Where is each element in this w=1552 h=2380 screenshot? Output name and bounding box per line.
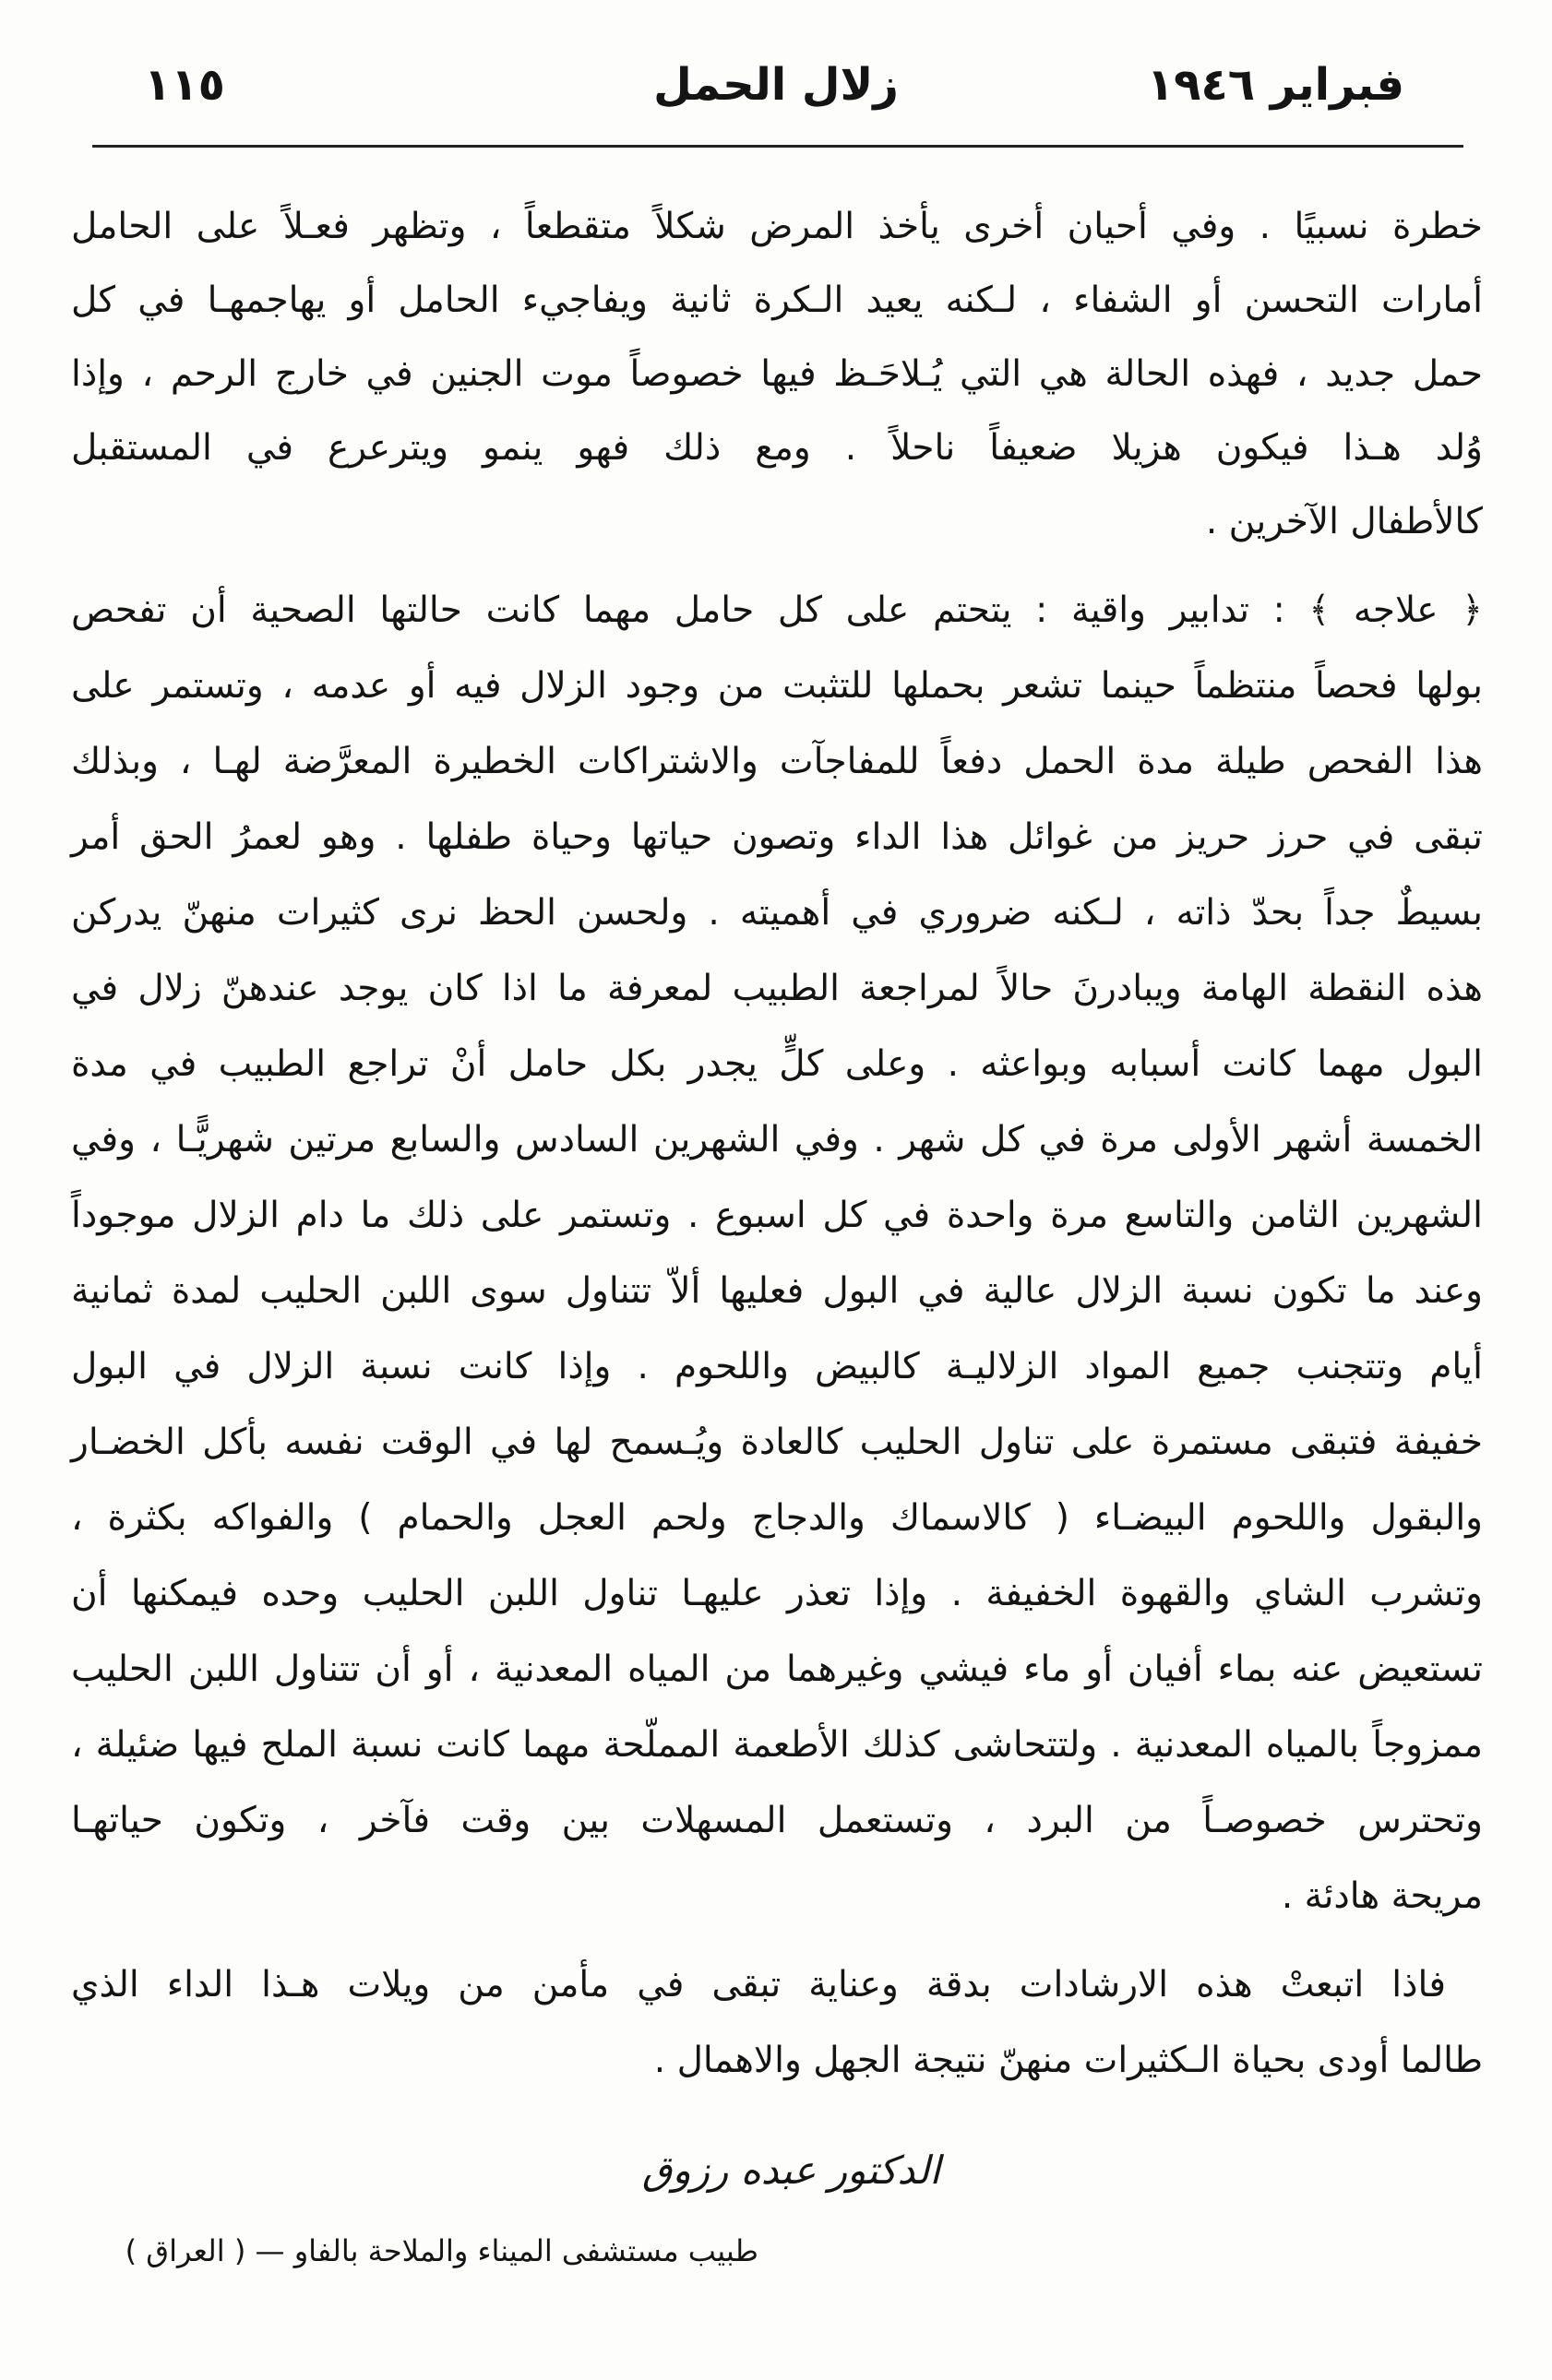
paragraph-line: أيام وتتجنب جميع المواد الزلاليـة كالبيض واللحوم . وإذا كانت نسبة الزلال في البول xyxy=(71,1346,1483,1387)
paragraph-line: بولها فحصاً منتظماً حينما تشعر بحملها للتثبت من وجود الزلال فيه أو عدمه ، وتستمر على xyxy=(71,665,1483,707)
paragraph-line: تبقى في حرز حريز من غوائل هذا الداء وتصون حياتها وحياة طفلها . وهو لعمرُ الحق أمر xyxy=(71,816,1483,858)
paragraph-line: خفيفة فتبقى مستمرة على تناول الحليب كالعادة ويُـسمح لها في الوقت نفسه بأكل الخضـار xyxy=(71,1422,1483,1463)
paragraph-line: بسيطٌ جداً بحدّ ذاته ، لـكنه ضروري في أهميته . ولحسن الحظ نرى كثيرات منهنّ يدركن xyxy=(71,892,1483,934)
page-number: ١١٥ xyxy=(144,59,225,111)
paragraph xyxy=(71,1947,1483,2099)
paragraph-line: خطرة نسبيًا . وفي أحيان أخرى يأخذ المرض شكلاً متقطعاً ، وتظهر فعـلاً على الحامل xyxy=(71,206,1483,247)
paragraph-line: الشهرين الثامن والتاسع مرة واحدة في كل اسبوع . وتستمر على ذلك ما دام الزلال موجوداً xyxy=(71,1195,1483,1236)
author-affiliation: طبيب مستشفى الميناء والملاحة بالفاو — ( العراق ) xyxy=(125,2233,758,2268)
paragraph-line: ممزوجاً بالمياه المعدنية . ولتتحاشى كذلك الأطعمة المملّحة مهما كانت نسبة الملح فيها ضئيلة ، xyxy=(71,1724,1483,1766)
paragraph-line: وتحترس خصوصـاً من البرد ، وتستعمل المسهلات بين وقت فآخر ، وتكون حياتهـا xyxy=(71,1800,1483,1841)
paragraph-line: وعند ما تكون نسبة الزلال عالية في البول فعليها ألاّ تتناول سوى اللبن الحليب لمدة ثمانية xyxy=(71,1270,1483,1312)
author-signature: الدكتور عبده رزوق xyxy=(641,2148,940,2193)
issue-date: فبراير ١٩٤٦ xyxy=(1146,59,1404,111)
paragraph-line: هذه النقطة الهامة ويبادرنَ حالاً لمراجعة الطبيب لمعرفة ما اذا كان يوجد عندهنّ زلال في xyxy=(71,968,1483,1009)
paragraph-line: فاذا اتبعتْ هذه الارشادات بدقة وعناية تبقى في مأمن من ويلات هـذا الداء الذي xyxy=(71,1964,1446,2005)
running-title: زلال الحمل xyxy=(653,59,899,111)
paragraph-line: الخمسة أشهر الأولى مرة في كل شهر . وفي الشهرين السادس والسابع مرتين شهريًّـا ، وفي xyxy=(71,1119,1483,1160)
paragraph-line: مريحة هادئة . xyxy=(1281,1875,1483,1917)
paragraph-line: والبقول واللحوم البيضـاء ( كالاسماك والدجاج ولحم العجل والحمام ) والفواكه بكثرة ، xyxy=(71,1497,1483,1539)
paragraph-line: البول مهما كانت أسبابه وبواعثه . وعلى كلٍّ يجدر بكل حامل أنْ تراجع الطبيب في مدة xyxy=(71,1043,1483,1085)
paragraph-line: حمل جديد ، فهذه الحالة هي التي يُـلاحَـظ فيها خصوصاً موت الجنين في خارج الرحم ، وإذا xyxy=(71,353,1483,395)
header-rule xyxy=(92,145,1463,148)
paragraph xyxy=(71,573,1483,1934)
paragraph-line: كالأطفال الآخرين . xyxy=(1205,501,1483,542)
paragraph-line: هذا الفحص طيلة مدة الحمل دفعاً للمفاجآت والاشتراكات الخطيرة المعرَّضة لهـا ، وبذلك xyxy=(71,741,1483,782)
paragraph-line: طالما أودى بحياة الـكثيرات منهنّ نتيجة الجهل والاهمال . xyxy=(653,2040,1483,2081)
paragraph-line: تستعيض عنه بماء أفيان أو ماء فيشي وغيرهما من المياه المعدنية ، أو أن تتناول اللبن الحليب xyxy=(71,1648,1483,1690)
paragraph-line: أمارات التحسن أو الشفاء ، لـكنه يعيد الـكرة ثانية ويفاجيء الحامل أو يهاجمهـا في كل xyxy=(71,280,1483,321)
paragraph-line: ﴿ علاجه ﴾ : تدابير واقية : يتحتم على كل حامل مهما كانت حالتها الصحية أن تفحص xyxy=(71,589,1483,631)
paragraph-line: وُلد هـذا فيكون هزيلا ضعيفاً ناحلاً . ومع ذلك فهو ينمو ويترعرع في المستقبل xyxy=(71,427,1483,469)
paragraph-line: وتشرب الشاي والقهوة الخفيفة . وإذا تعذر عليهـا تناول اللبن الحليب وحده فيمكنها أن xyxy=(71,1573,1483,1614)
paragraph xyxy=(71,190,1483,559)
